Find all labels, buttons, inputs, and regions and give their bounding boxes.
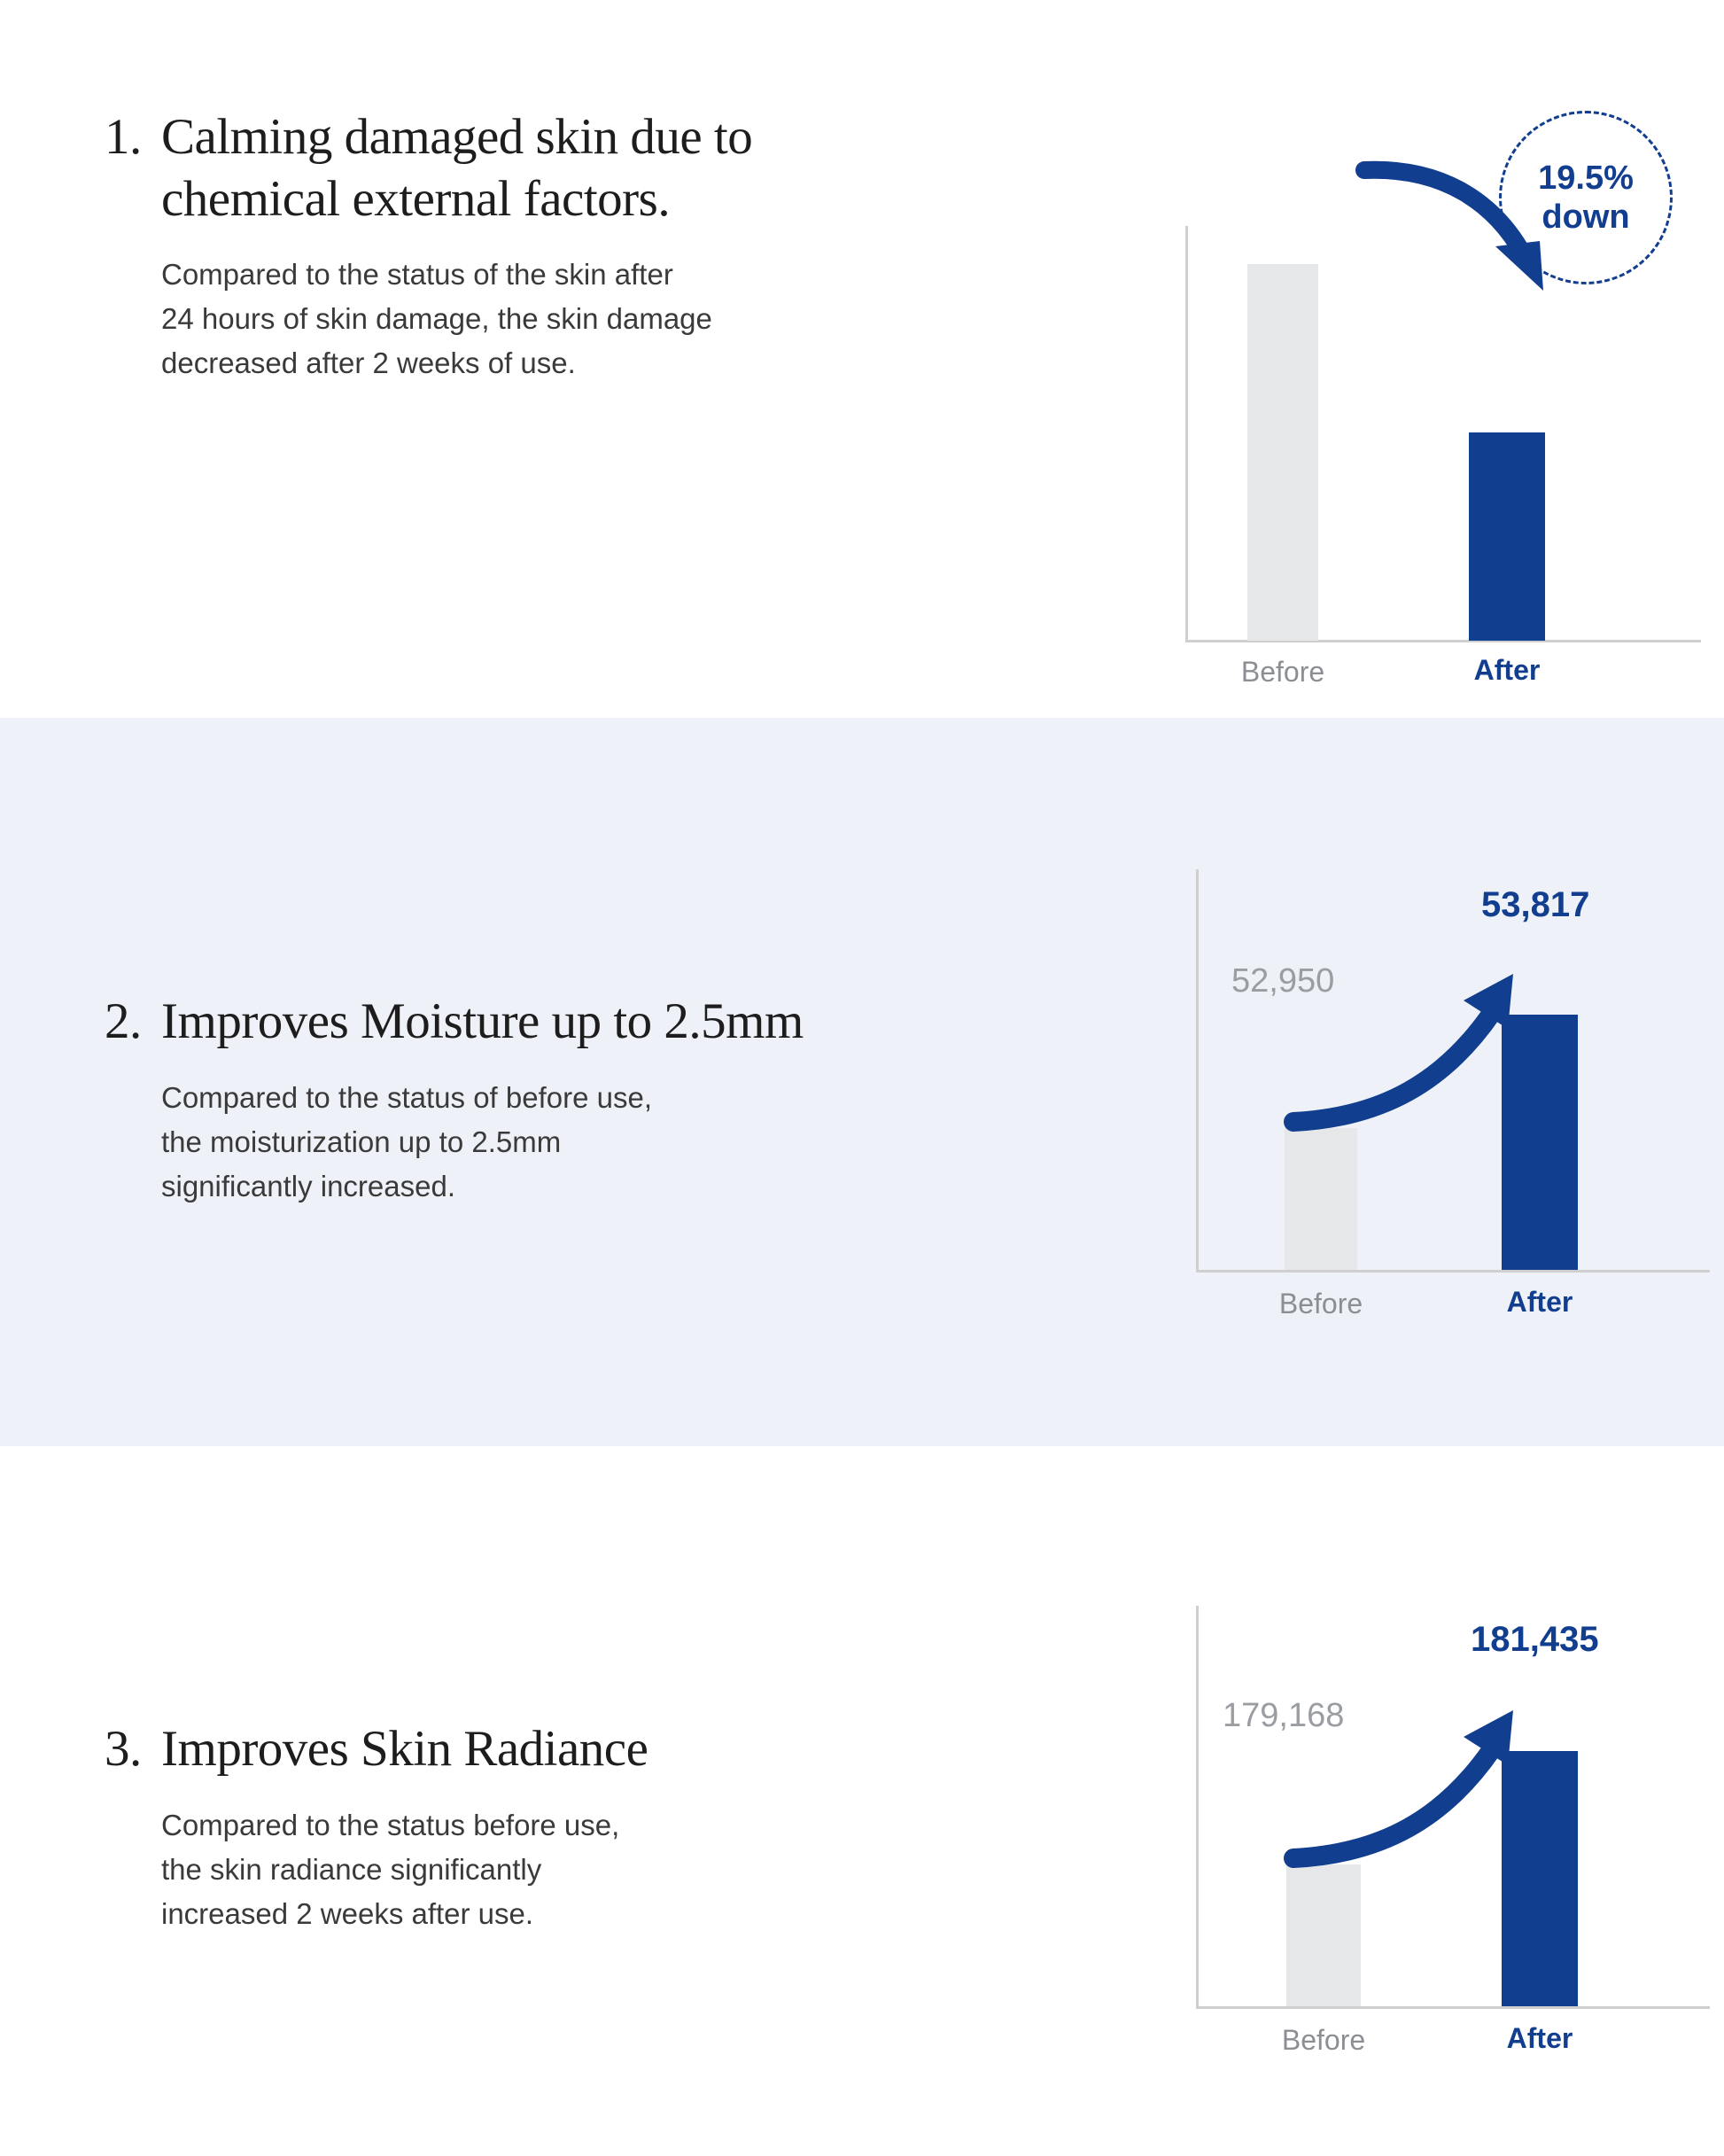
chart-1-badge-line1: 19.5% [1538,159,1634,197]
section-2-body [161,1076,959,1209]
section-1-text [0,106,1001,386]
chart-3-label-after: After [1506,2022,1573,2054]
section-3-text [0,1665,1001,1936]
chart-1-badge-line2: down [1542,198,1630,236]
section-1-body-line1: Compared to the status of the skin after [161,258,673,292]
section-calming-damaged-skin [0,0,1724,718]
section-2-body-line3: significantly increased. [161,1169,455,1203]
chart-2-label-after: After [1506,1286,1573,1318]
chart-improves-skin-radiance [1099,1597,1719,2058]
chart-1-y-axis [1185,226,1188,642]
section-3-body [161,1803,959,1936]
chart-2-value-after: 53,817 [1481,885,1590,924]
section-3-heading-line1: Improves Skin Radiance [161,1721,648,1777]
section-2-number: 2. [105,993,142,1049]
section-3-number: 3. [105,1721,142,1777]
section-3-heading [105,1718,1001,1780]
chart-3-value-before: 179,168 [1223,1697,1345,1734]
chart-3-x-axis [1196,2006,1710,2009]
chart-1-label-after: After [1473,654,1541,686]
chart-improves-moisture [1099,860,1719,1321]
chart-2-value-before: 52,950 [1231,962,1335,1000]
section-1-body-line2: 24 hours of skin damage, the skin damage [161,302,712,336]
chart-calming-damaged-skin [1081,115,1701,688]
section-3-body-line1: Compared to the status before use, [161,1808,620,1841]
chart-3-value-after: 181,435 [1471,1620,1599,1659]
chart-2-up-arrow-icon [1276,958,1612,1162]
chart-2-x-axis [1196,1270,1710,1273]
section-2-text [0,955,1001,1209]
chart-3-y-axis [1196,1606,1199,2009]
section-2-body-line1: Compared to the status of before use, [161,1080,652,1114]
chart-1-bar-after [1469,432,1545,641]
section-1-body-line3: decreased after 2 weeks of use. [161,346,576,380]
section-improves-skin-radiance [0,1446,1724,2155]
section-1-body [161,253,959,385]
section-1-heading-line1: Calming damaged skin due to [161,109,753,165]
section-3-body-line2: the skin radiance significantly [161,1852,542,1886]
section-2-body-line2: the moisturization up to 2.5mm [161,1125,562,1158]
chart-2-label-before: Before [1278,1288,1363,1319]
section-1-heading-line2: chemical external factors. [161,170,671,227]
section-1-number: 1. [105,109,142,165]
section-improves-moisture [0,718,1724,1446]
chart-3-label-before: Before [1281,2024,1366,2056]
chart-1-bar-before [1247,264,1318,641]
section-2-heading-line1: Improves Moisture up to 2.5mm [161,993,804,1049]
chart-1-label-before: Before [1240,656,1325,688]
chart-3-up-arrow-icon [1276,1694,1612,1898]
section-3-body-line3: increased 2 weeks after use. [161,1896,534,1930]
section-1-heading [105,106,1001,230]
chart-1-badge [1499,111,1673,284]
chart-2-y-axis [1196,869,1199,1273]
section-2-heading [105,991,1001,1053]
